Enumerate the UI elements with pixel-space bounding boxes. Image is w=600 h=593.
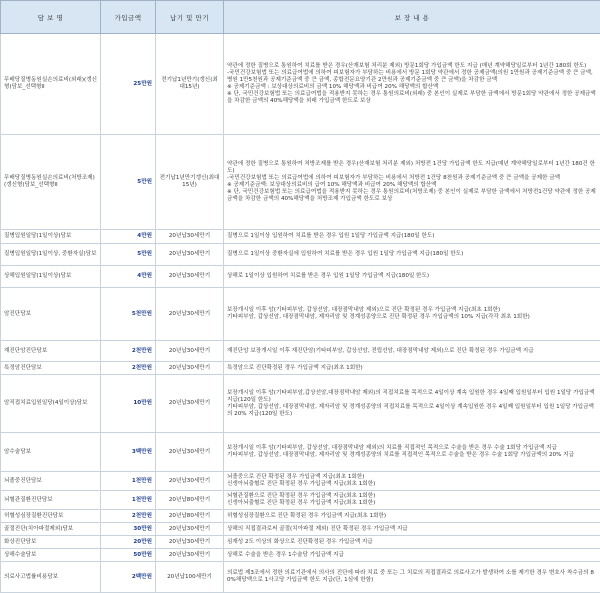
coverage-amount: 25만원: [101, 34, 156, 135]
coverage-period: 20년납100세만기: [156, 562, 224, 593]
coverage-amount: 50만원: [101, 549, 156, 562]
table-row: [1, 288, 600, 341]
table-row: [1, 362, 600, 375]
coverage-name: 특정암진단담보: [1, 362, 101, 375]
table-row: [1, 549, 600, 562]
coverage-name: 상해수술담보: [1, 549, 101, 562]
coverage-period: 20년납30세만기: [156, 433, 224, 472]
coverage-amount: 2천만원: [101, 341, 156, 362]
coverage-period: 20년납30세만기: [156, 362, 224, 375]
header-period: 납기 및 만기: [156, 1, 224, 34]
coverage-description: 보장개시일 이후 암(기타피부암, 갑상선암, 대장점막내암 제외)으로 진단 확정된 경우 가입금액 지급(최초 1회한) 기타피부암, 갑상선암, 대장점막내암, 제자리암 및 경계성종양으로 진단 확정된 경우 가입금액의 10% 지급(각각 최초 1회한): [224, 288, 600, 341]
coverage-description: 심재성 2도 이상의 화상으로 진단확정된 경우 가입금액 지급: [224, 536, 600, 549]
table-row: [1, 375, 600, 433]
coverage-description: 상해로 수술을 받은 경우 1수술당 가입금액 지급: [224, 549, 600, 562]
coverage-name: 암직접치료입원일당(4일이상)담보: [1, 375, 101, 433]
coverage-name: 상해입원일당(1일이상)담보: [1, 266, 101, 288]
coverage-period: 20년납30세만기: [156, 375, 224, 433]
header-coverage-name: 담 보 명: [1, 1, 101, 34]
table-row: [1, 266, 600, 288]
coverage-period: 20년납80세만기: [156, 491, 224, 510]
coverage-name: 질병입원일당(1일이상, 중환자실)담보: [1, 244, 101, 266]
header-amount: 가입금액: [101, 1, 156, 34]
coverage-name: 화상진단담보: [1, 536, 101, 549]
coverage-description: 의료법 제3조에서 정한 의료기관에서 의사의 진단에 따라 치료 중 또는 그 치료의 직접결과로 의료사고가 발생하여 소를 제기한 경우 변호사 착수금의 80%해당액으로 1사고당 가입금액 한도 지급(단, 1심에 한함): [224, 562, 600, 593]
coverage-description: 보장개시일 이후 암(기타피부암,갑상선암,대장점막내암 제외)의 직접치료를 목적으로 4일이상 계속 입원한 경우 4일째 입원일부터 입원 1일당 가입금액 지급(120일 한도) 기타피부암, 갑상선암, 대장점막내암, 제자리암 및 경계성종양의 직접치료를 목적으로 4일이상 계속입원한 경우 4일째 입원일부터 입원 1일당 가입금액의 20% 지급(120일 한도): [224, 375, 600, 433]
coverage-name: 암진단담보: [1, 288, 101, 341]
coverage-amount: 20만원: [101, 536, 156, 549]
coverage-description: 상해의 직접결과로써 골절(치아파절 제외) 진단 확정된 경우 가입금액 지급: [224, 523, 600, 536]
coverage-description: 재진단암 보장개시일 이후 재진단암(기타피부암, 갑상선암, 전립선암, 대장점막내암 제외)으로 진단 확정된 경우 가입금액 지급: [224, 341, 600, 362]
table-row: [1, 433, 600, 472]
coverage-description: 질병으로 1일이상 중환자실에 입원하여 치료를 받은 경우 입원 1일당 가입금액 지급(180일 한도): [224, 244, 600, 266]
table-row: [1, 472, 600, 491]
coverage-amount: 2천만원: [101, 510, 156, 523]
coverage-amount: 1천만원: [101, 491, 156, 510]
table-row: [1, 244, 600, 266]
coverage-name: 뇌졸중진단담보: [1, 472, 101, 491]
coverage-amount: 1천만원: [101, 472, 156, 491]
table-row: [1, 536, 600, 549]
table-row: [1, 341, 600, 362]
coverage-name: 암수술담보: [1, 433, 101, 472]
coverage-amount: 5만원: [101, 244, 156, 266]
coverage-name: 골절진단(치아파절제외)담보: [1, 523, 101, 536]
coverage-name: 재진단암진단담보: [1, 341, 101, 362]
table-row: [1, 491, 600, 510]
coverage-amount: 4만원: [101, 230, 156, 244]
coverage-period: 20년납30세만기: [156, 549, 224, 562]
table-row: [1, 523, 600, 536]
coverage-amount: 2천만원: [101, 362, 156, 375]
coverage-period: 20년납30세만기: [156, 266, 224, 288]
coverage-description: 허혈성심장질환으로 진단 확정된 경우 가입금액 지급(최초 1회한): [224, 510, 600, 523]
coverage-period: 20년납30세만기: [156, 341, 224, 362]
header-row: [1, 1, 600, 34]
coverage-description: 뇌졸중으로 진단 확정된 경우 가입금액 지급(최초 1회한) 신생아뇌출혈로 진단 확정된 경우 가입금액 지급(최초 1회한): [224, 472, 600, 491]
coverage-name: 허혈성심장질환진단담보: [1, 510, 101, 523]
coverage-amount: 5천만원: [101, 288, 156, 341]
coverage-period: 20년납30세만기: [156, 288, 224, 341]
coverage-amount: 3백만원: [101, 433, 156, 472]
coverage-name: 뇌혈관질환진단담보: [1, 491, 101, 510]
coverage-period: 전기납1년만기(갱신(최대15년): [156, 34, 224, 135]
coverage-amount: 4만원: [101, 266, 156, 288]
coverage-description: 질병으로 1일이상 입원하여 치료를 받은 경우 입원 1일당 가입금액 지급(180일 한도): [224, 230, 600, 244]
coverage-amount: 30만원: [101, 523, 156, 536]
coverage-period: 20년납30세만기: [156, 244, 224, 266]
coverage-amount: 5만원: [101, 135, 156, 230]
table-row: [1, 562, 600, 593]
coverage-period: 20년납30세만기: [156, 536, 224, 549]
coverage-description: 약관에 정한 질병으로 통원하여 처방조제를 받은 경우(산재보험 처리분 제외) 처방전 1건당 가입금액 한도 지급(매년 계약해당일로부터 1년간 180건 한도) -국민건강보험법 또는 의료급여법에 의하여 피보험자가 부담하는 비용에서 처방전 1건당 8천원과 공제기준금액 중 큰 금액을 공제한 금액 ※ 공제기준금액: 보상대상의료비의 급여 10% 해당액과 비급여 20% 해당액의 합산액 ※ 단, 국민건강보험법 또는 의료급여법을 적용받지 못하는 경우 통원의료비(처방조제) 중 본인이 실제로 부담한 금액에서 처방전1건당 약관에 정한 공제금액을 차감한 금액의 40%해당액을 처방조제 가입금액 한도로 보상: [224, 135, 600, 230]
coverage-name: 질병입원일당(1일이상)담보: [1, 230, 101, 244]
coverage-period: 20년납30세만기: [156, 472, 224, 491]
coverage-description: 상해로 1일이상 입원하여 치료를 받은 경우 입원 1일당 가입금액 지급(180일 한도): [224, 266, 600, 288]
coverage-amount: 2백만원: [101, 562, 156, 593]
table-row: [1, 34, 600, 135]
coverage-period: 20년납30세만기: [156, 230, 224, 244]
table-row: [1, 230, 600, 244]
coverage-name: 무배당질병동원실손의료비(외래)(갱신형)담보_선택형II: [1, 34, 101, 135]
coverage-name: 의료사고법률비용담보: [1, 562, 101, 593]
coverage-amount: 10만원: [101, 375, 156, 433]
coverage-description: 뇌혈관질환으로 진단 확정된 경우 가입금액 지급(최초 1회한) 신생아뇌출혈로 진단 확정된 경우 가입금액 지급(최초 1회한): [224, 491, 600, 510]
header-description: 보 장 내 용: [224, 1, 600, 34]
table-row: [1, 135, 600, 230]
coverage-period: 전기납1년만기갱신(최대15년): [156, 135, 224, 230]
coverage-period: 20년납80세만기: [156, 510, 224, 523]
coverage-description: 특정암으로 진단확정된 경우 가입금액 지급(최초 1회한): [224, 362, 600, 375]
coverage-description: 약관에 정한 질병으로 통원하여 치료를 받은 경우(산재보험 처리분 제외) 방문1회당 가입금액 한도 지급 (매년 계약해당일로부터 1년간 180회 한도) -국민건강보험법 또는 의료급여법에 의하여 피보험자가 부담하는 비용에서 방문 1회당 약관에서 정한 공제금액(의원 1만원과 공제기준금액 중 큰 금액, 병원 1만5천원과 공제기준금액 중 큰 금액, 종합전문요양기관 2만원과 공제기준금액 중 큰 금액)을 차감한 금액 ※ 공제기준금액 : 보상대상의료비의 금액 10% 해당액과 비급여 20% 해당액의 합산액 ※ 단, 국민건강보험법 또는 의료급여법을 적용받지 못하는 경우 통원의료비(외래) 중 본인이 실제로 부담한 금액에서 방문1회당 약관에서 정한 공제금액을 차감한 금액의 40%해당액을 외래 가입금액 한도로 보상: [224, 34, 600, 135]
coverage-description: 보장개시일 이후 암(기타피부암, 갑상선암, 대장점막내암 제외)의 치료를 직접적인 목적으로 수술을 받은 경우 수술 1회당 가입금액 지급 기타피부암, 갑상선암, 대장점막내암, 제자리암 및 경계성종양의 치료를 직접적인 목적으로 수술을 받은 경우 수술 1회당 가입금액의 20% 지급: [224, 433, 600, 472]
coverage-name: 무배당질병동원실손의료비(처방조제)(갱신형)담보_선택형II: [1, 135, 101, 230]
coverage-period: 20년납30세만기: [156, 523, 224, 536]
table-row: [1, 510, 600, 523]
